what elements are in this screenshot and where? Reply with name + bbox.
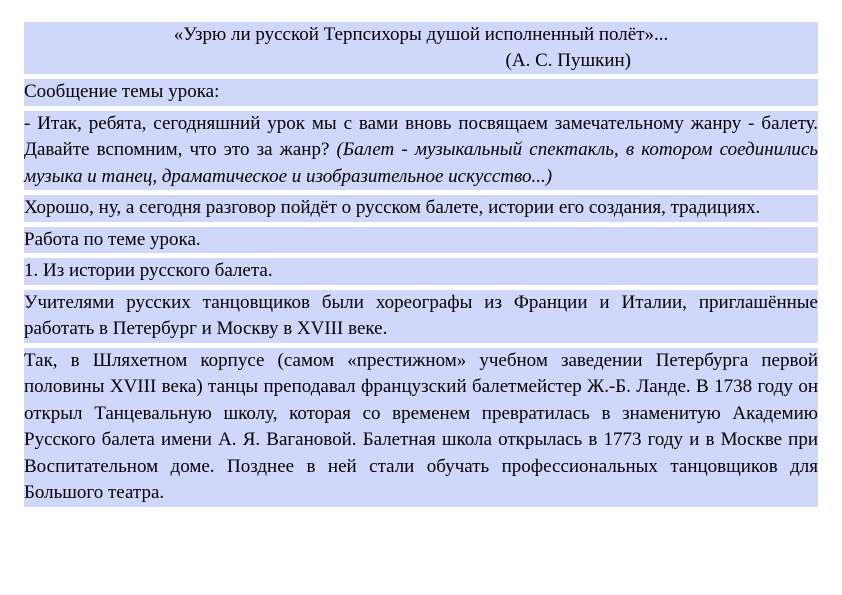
epigraph-quote: «Узрю ли русской Терпсихоры душой исполненный полёт»...	[173, 24, 669, 45]
intro-text: - Итак, ребята, сегодняшний урок мы с вами вновь посвящаем замечательному жанру - балету. Давайте вспомним, что это за жанр?	[24, 112, 818, 160]
work-label: Работа по теме урока.	[24, 228, 201, 250]
document-page	[24, 22, 818, 507]
intro-answer: (Балет - музыкальный спектакль, в котором соединились музыка и танец, драматическое и изобразительное искусство...)	[24, 139, 818, 187]
section-heading: 1. Из истории русского балета.	[24, 260, 273, 281]
topic-label: Сообщение темы урока:	[24, 81, 220, 102]
today-paragraph: Хорошо, ну, а сегодня разговор пойдёт о русском балете, истории его создания, традициях.	[24, 197, 761, 218]
epigraph-author: (А. С. Пушкин)	[505, 50, 631, 71]
teachers-paragraph: Учителями русских танцовщиков были хореографы из Франции и Италии, приглашённые работать в Петербург и Москву в XVIII веке.	[24, 291, 818, 339]
intro-paragraph	[24, 111, 818, 191]
history-paragraph: Так, в Шляхетном корпусе (самом «престижном» учебном заведении Петербурга первой половины XVIII века) танцы преподавал французский балетмейстер Ж.-Б. Ланде. В 1738 году он открыл Танцевальную школу, которая со временем превратилась в знаменитую Академию Русского балета имени А. Я. Вагановой. Балетная школа открылась в 1773 году и в Москве при Воспитательном доме. Позднее в ней стали обучать профессиональных танцовщиков для Большого театра.	[24, 349, 818, 503]
epigraph	[24, 22, 818, 74]
